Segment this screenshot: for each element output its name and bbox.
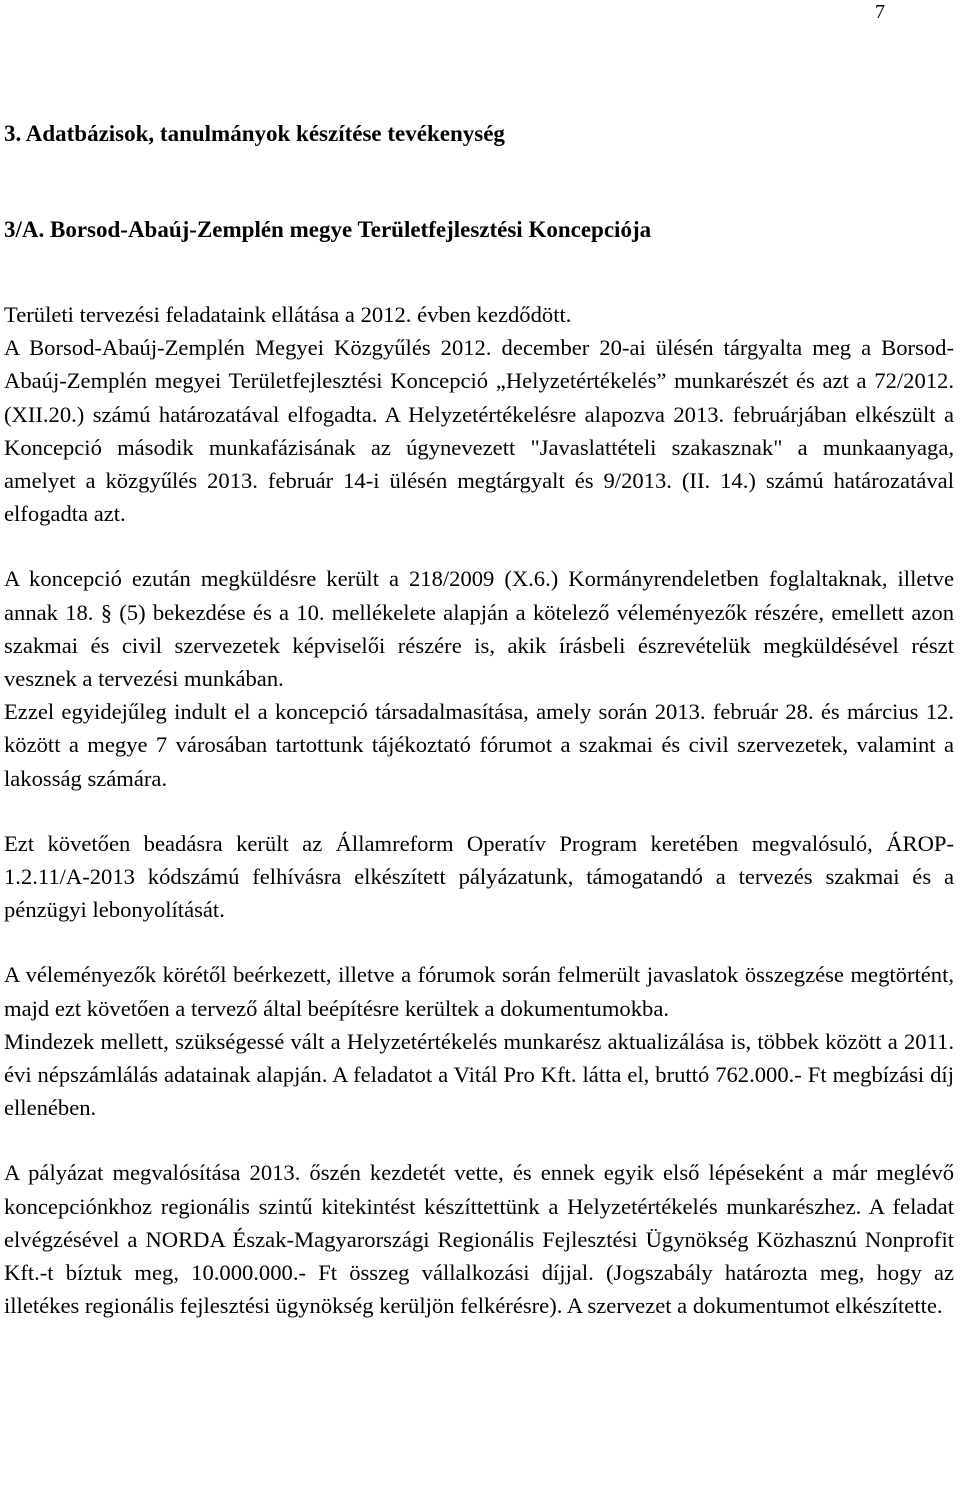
paragraph-palyazat: A pályázat megvalósítása 2013. őszén kezdetét vette, és ennek egyik első lépéseként a már meglévő koncepciónkhoz regionális szintű kitekintést készíttettünk a Helyzetértékelés munkarészhez. A feladat elvégzésével a NORDA Észak-Magyarországi Regionális Fejlesztési Ügynökség Közhasznú Nonprofit Kft.-t bíztuk meg, 10.000.000.- Ft összeg vállalkozási díjjal. (Jogszabály határozta meg, hogy az illetékes regionális fejlesztési ügynökség kerüljön felkérésre). A szervezet a dokumentumot elkészítette. [4, 1160, 954, 1319]
paragraph-velemenyezok: A véleményezők körétől beérkezett, illetve a fórumok során felmerült javaslatok összegzése megtörtént, majd ezt követően a tervező által beépítésre kerültek a dokumentumokba. [4, 962, 954, 1021]
paragraph-arop: Ezt követően beadásra került az Államreform Operatív Program keretében megvalósuló, ÁROP-1.2.11/A-2013 kódszámú felhívásra elkészített pályázatunk, támogatandó a tervezés szakmai és a pénzügyi lebonyolítását. [4, 830, 954, 923]
paragraph-kozgyules: A Borsod-Abaúj-Zemplén Megyei Közgyűlés 2012. december 20-ai ülésén tárgyalta meg a Borsod-Abaúj-Zemplén megyei Területfejlesztési Koncepció „Helyzetértékelés” munkarészét és azt a 72/2012. (XII.20.) számú határozatával elfogadta. A Helyzetértékelésre alapozva 2013. februárjában elkészült a Koncepció második munkafázisának az úgynevezett "Javaslattételi szakasznak" a munkaanyaga, amelyet a közgyűlés 2013. február 14-i ülésén megtárgyalt és 9/2013. (II. 14.) számú határozatával elfogadta azt. [4, 335, 954, 527]
document-body [4, 118, 954, 1322]
section-heading: 3. Adatbázisok, tanulmányok készítése tevékenység [4, 121, 505, 146]
paragraph-aktualizalas: Mindezek mellett, szükségessé vált a Helyzetértékelés munkarész aktualizálása is, többek között a 2011. évi népszámlálás adatainak alapján. A feladatot a Vitál Pro Kft. látta el, bruttó 762.000.- Ft megbízási díj ellenében. [4, 1028, 954, 1121]
paragraph-intro: Területi tervezési feladataink ellátása a 2012. évben kezdődött. [4, 302, 572, 327]
page-number: 7 [875, 1, 885, 23]
subsection-heading: 3/A. Borsod-Abaúj-Zemplén megye Területfejlesztési Koncepciója [4, 217, 652, 242]
paragraph-megkuldes: A koncepció ezután megküldésre került a 218/2009 (X.6.) Kormányrendeletben foglaltaknak, illetve annak 18. § (5) bekezdése és a 10. mellékelete alapján a kötelező véleményezők részére, emellett azon szakmai és civil szervezetek képviselői részére is, akik írásbeli észrevételük megküldésével részt vesznek a tervezési munkában. [4, 566, 954, 692]
paragraph-tarsadalmasitas: Ezzel egyidejűleg indult el a koncepció társadalmasítása, amely során 2013. február 28. és március 12. között a megye 7 városában tartottunk tájékoztató fórumot a szakmai és civil szervezetek, valamint a lakosság számára. [4, 699, 954, 791]
